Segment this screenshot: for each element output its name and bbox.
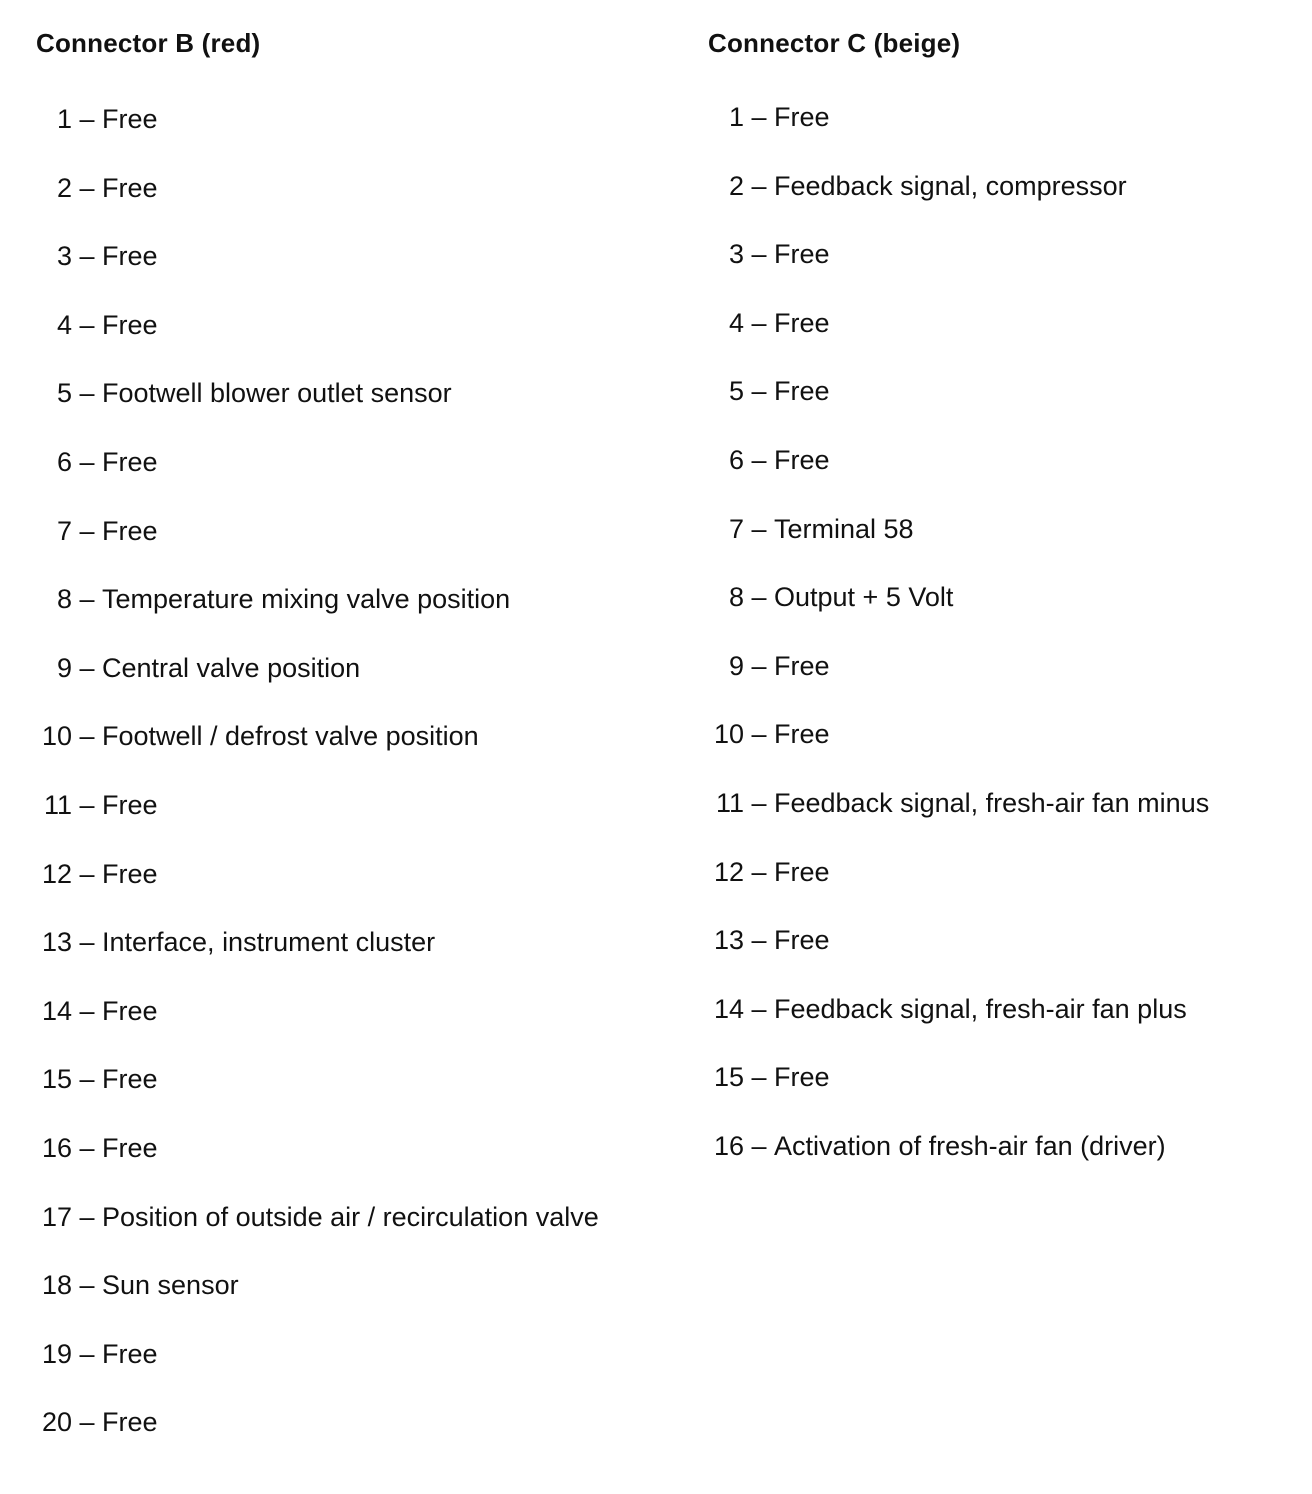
connector-b-pin-list	[36, 104, 599, 1476]
pin-number: 17	[41, 1201, 72, 1232]
pin-separator: –	[751, 444, 767, 475]
pin-separator: –	[79, 1132, 95, 1163]
pin-description: Free	[774, 856, 830, 887]
pin-number: 16	[41, 1132, 72, 1163]
pin-separator: –	[79, 1064, 95, 1095]
pin-separator: –	[751, 239, 767, 270]
pin-description: Free	[102, 515, 158, 546]
pin-separator: –	[79, 1338, 95, 1369]
pin-number: 9	[56, 652, 72, 683]
pin-number: 5	[728, 376, 744, 407]
pin-number: 4	[56, 309, 72, 340]
pin-number: 10	[713, 719, 744, 750]
pin-description: Free	[102, 1338, 158, 1369]
pin-separator: –	[79, 378, 95, 409]
pin-description: Free	[774, 1062, 830, 1093]
pin-description: Free	[102, 446, 158, 477]
pin-row	[36, 378, 599, 447]
pin-row	[36, 310, 599, 379]
pin-row	[36, 104, 599, 173]
pin-description: Free	[102, 858, 158, 889]
pin-separator: –	[751, 719, 767, 750]
pin-row	[708, 102, 1209, 171]
pin-row	[36, 584, 599, 653]
pin-description: Feedback signal, compressor	[774, 170, 1127, 201]
pin-description: Footwell blower outlet sensor	[102, 378, 452, 409]
connector-b-heading: Connector B (red)	[36, 28, 261, 58]
pin-separator: –	[751, 170, 767, 201]
pin-separator: –	[79, 789, 95, 820]
pin-row	[36, 516, 599, 585]
pin-row	[36, 173, 599, 242]
pin-row	[36, 447, 599, 516]
pin-separator: –	[79, 1270, 95, 1301]
pin-row	[708, 239, 1209, 308]
pin-row	[36, 927, 599, 996]
pin-description: Position of outside air / recirculation valve	[102, 1201, 599, 1232]
pin-number: 1	[56, 104, 72, 134]
pin-number: 7	[728, 513, 744, 544]
pin-description: Free	[102, 1132, 158, 1163]
pin-number: 5	[56, 378, 72, 409]
pin-separator: –	[79, 515, 95, 546]
pin-separator: –	[751, 513, 767, 544]
pin-number: 9	[728, 650, 744, 681]
pin-separator: –	[751, 376, 767, 407]
pin-description: Output + 5 Volt	[774, 582, 954, 613]
pin-row	[708, 788, 1209, 857]
pin-number: 19	[41, 1338, 72, 1369]
pin-separator: –	[79, 446, 95, 477]
pin-row	[36, 1202, 599, 1271]
pin-description: Free	[102, 241, 158, 272]
pin-number: 3	[56, 241, 72, 272]
pin-description: Free	[102, 995, 158, 1026]
pin-separator: –	[751, 650, 767, 681]
pin-description: Free	[774, 102, 830, 132]
pin-row	[708, 171, 1209, 240]
pin-separator: –	[751, 1062, 767, 1093]
pin-description: Free	[774, 719, 830, 750]
pin-description: Central valve position	[102, 652, 361, 683]
pin-row	[708, 308, 1209, 377]
pin-separator: –	[79, 241, 95, 272]
pin-separator: –	[751, 993, 767, 1024]
pin-separator: –	[79, 584, 95, 615]
pin-separator: –	[79, 995, 95, 1026]
pin-description: Free	[102, 104, 158, 134]
pin-number: 13	[713, 925, 744, 956]
pin-number: 1	[728, 102, 744, 132]
pin-description: Free	[774, 925, 830, 956]
pin-number: 11	[715, 787, 744, 818]
pin-row	[36, 653, 599, 722]
pin-row	[708, 994, 1209, 1063]
pin-description: Free	[774, 444, 830, 475]
pin-number: 12	[41, 858, 72, 889]
pin-row	[36, 721, 599, 790]
pin-separator: –	[751, 582, 767, 613]
pin-separator: –	[79, 1201, 95, 1232]
pin-description: Sun sensor	[102, 1270, 239, 1301]
pin-separator: –	[79, 104, 95, 134]
pin-row	[36, 996, 599, 1065]
pin-number: 15	[713, 1062, 744, 1093]
pin-description: Free	[102, 309, 158, 340]
pin-row	[36, 1064, 599, 1133]
pin-separator: –	[751, 856, 767, 887]
connector-c-pin-list	[708, 102, 1209, 1200]
pin-separator: –	[751, 1130, 767, 1161]
pin-description: Footwell / defrost valve position	[102, 721, 479, 752]
pin-row	[708, 1062, 1209, 1131]
connector-c-heading: Connector C (beige)	[708, 28, 961, 58]
pin-row	[36, 241, 599, 310]
pin-description: Free	[102, 1407, 158, 1438]
pin-row	[708, 925, 1209, 994]
pin-row	[36, 1270, 599, 1339]
pin-description: Feedback signal, fresh-air fan minus	[774, 787, 1210, 818]
pin-description: Free	[774, 650, 830, 681]
pin-row	[708, 514, 1209, 583]
pin-row	[36, 859, 599, 928]
pin-number: 2	[56, 172, 72, 203]
pin-number: 18	[41, 1270, 72, 1301]
pin-description: Free	[774, 239, 830, 270]
pin-number: 6	[728, 444, 744, 475]
pin-row	[708, 1131, 1209, 1200]
pin-row	[36, 1407, 599, 1476]
pin-description: Terminal 58	[774, 513, 914, 544]
pin-number: 4	[728, 307, 744, 338]
pin-number: 13	[41, 927, 72, 958]
pin-description: Free	[774, 376, 830, 407]
pin-row	[36, 1133, 599, 1202]
pin-number: 11	[43, 789, 72, 820]
pin-number: 8	[56, 584, 72, 615]
pin-separator: –	[79, 1407, 95, 1438]
pin-separator: –	[79, 858, 95, 889]
pin-number: 6	[56, 446, 72, 477]
pin-separator: –	[751, 102, 767, 132]
pin-row	[708, 651, 1209, 720]
pin-number: 16	[713, 1130, 744, 1161]
pin-description: Free	[102, 789, 158, 820]
pin-row	[708, 719, 1209, 788]
pin-separator: –	[751, 787, 767, 818]
pin-separator: –	[79, 172, 95, 203]
pin-separator: –	[79, 652, 95, 683]
pin-row	[708, 857, 1209, 926]
pin-description: Temperature mixing valve position	[102, 584, 511, 615]
pin-row	[36, 790, 599, 859]
pin-separator: –	[79, 927, 95, 958]
pin-separator: –	[79, 721, 95, 752]
pin-description: Free	[102, 1064, 158, 1095]
pin-number: 3	[728, 239, 744, 270]
pin-number: 12	[713, 856, 744, 887]
pin-number: 10	[41, 721, 72, 752]
pin-number: 2	[728, 170, 744, 201]
pin-row	[708, 582, 1209, 651]
pin-row	[36, 1339, 599, 1408]
pin-row	[708, 376, 1209, 445]
pin-description: Free	[774, 307, 830, 338]
pin-description: Activation of fresh-air fan (driver)	[774, 1130, 1166, 1161]
pin-number: 14	[713, 993, 744, 1024]
pin-description: Feedback signal, fresh-air fan plus	[774, 993, 1187, 1024]
pin-separator: –	[79, 309, 95, 340]
pin-number: 7	[56, 515, 72, 546]
pin-description: Interface, instrument cluster	[102, 927, 436, 958]
pin-number: 8	[728, 582, 744, 613]
pin-separator: –	[751, 307, 767, 338]
pin-number: 15	[41, 1064, 72, 1095]
pin-description: Free	[102, 172, 158, 203]
pin-number: 20	[41, 1407, 72, 1438]
pin-row	[708, 445, 1209, 514]
pin-separator: –	[751, 925, 767, 956]
pin-number: 14	[41, 995, 72, 1026]
